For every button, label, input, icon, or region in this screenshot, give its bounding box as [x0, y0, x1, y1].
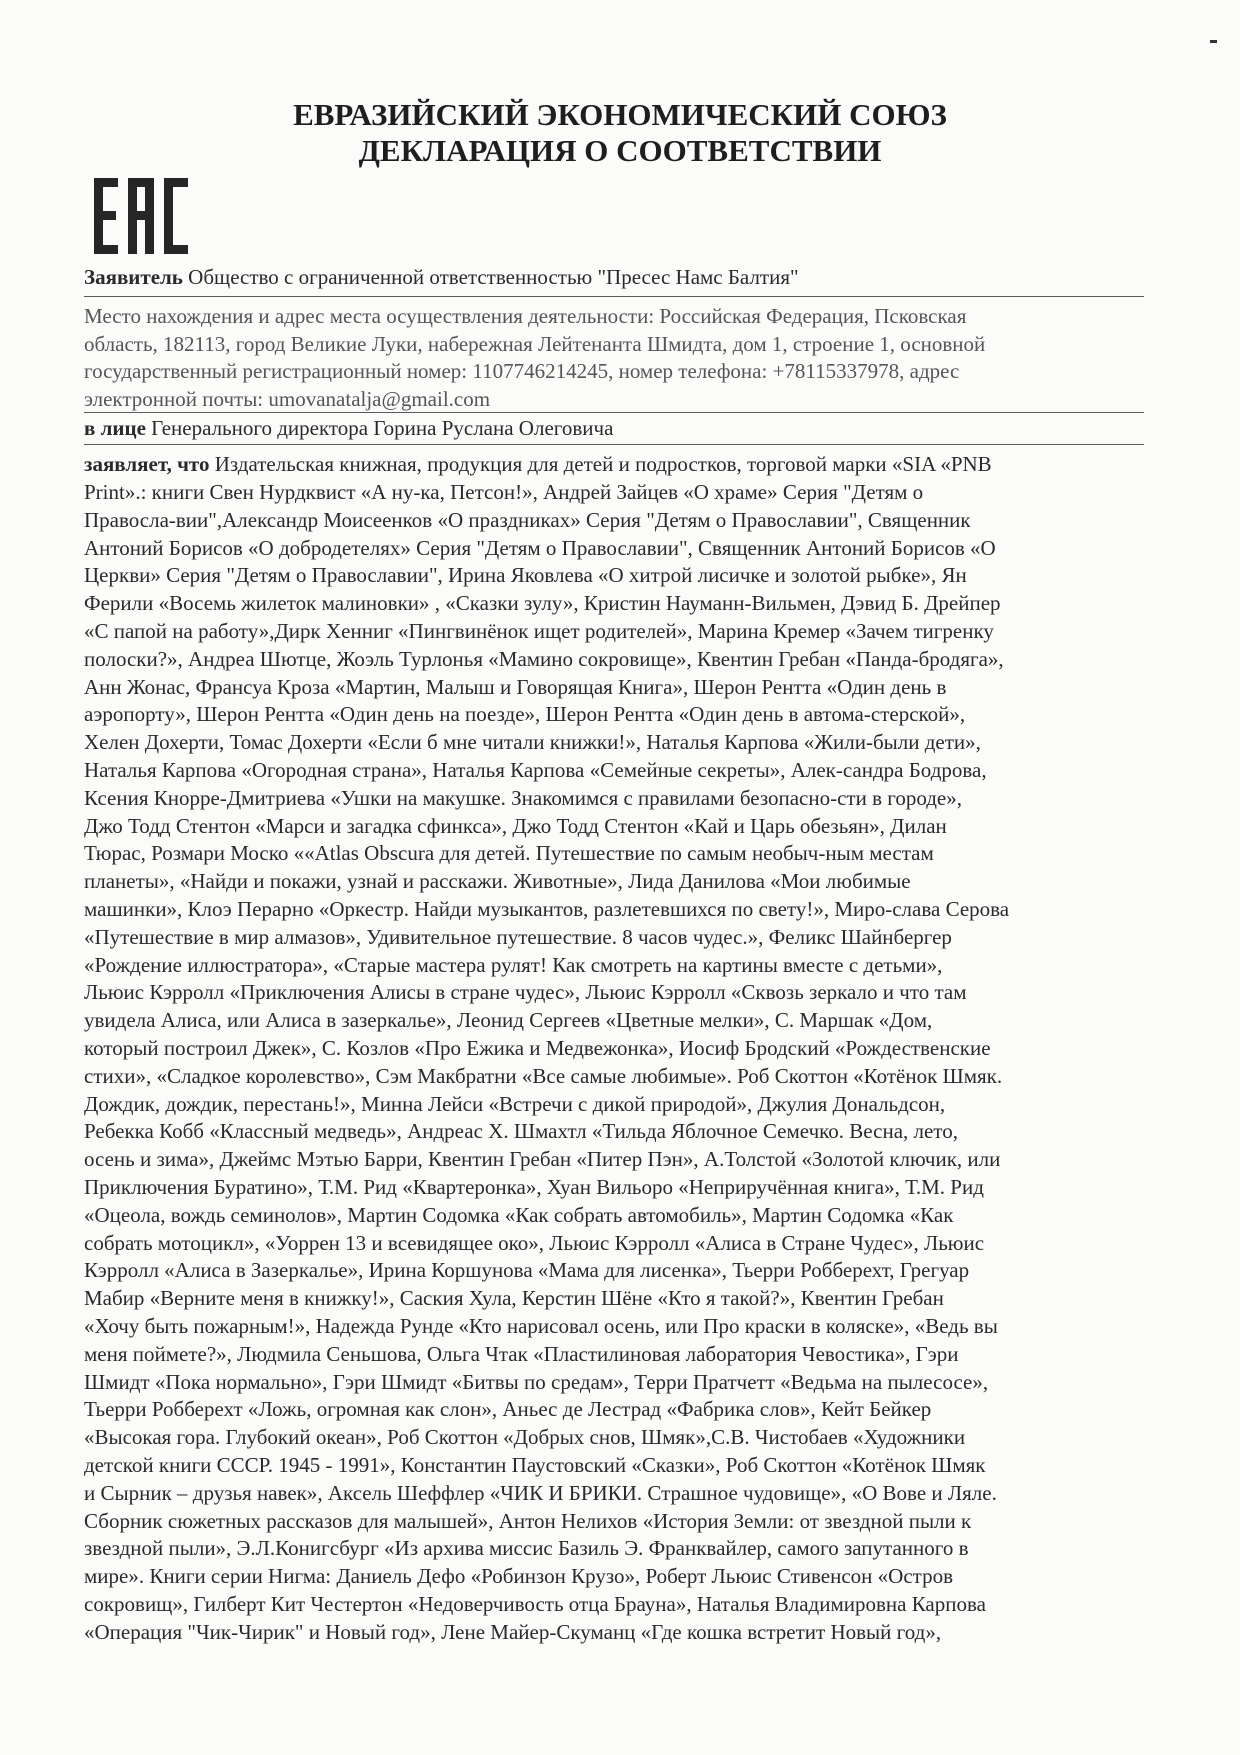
text-line: государственный регистрационный номер: 1107746214245, номер телефона: +78115337978, адрес	[84, 359, 960, 383]
text-line: планеты», «Найди и покажи, узнай и расскажи. Животные», Лида Данилова «Мои любимые	[84, 869, 911, 894]
text-line: Дождик, дождик, перестань!», Минна Лейси «Встречи с дикой природой», Джулия Дональдсон,	[84, 1091, 946, 1116]
text-line: собрать мотоцикл», «Уоррен 13 и всевидящее око», Льюис Кэрролл «Алиса в Стране Чудес», Льюис	[84, 1230, 985, 1255]
text-line: полоски?», Андреа Шютце, Жоэль Турлонья «Мамино сокровище», Квентин Гребан «Панда-бродяга»,	[84, 646, 1004, 671]
text-line: «С папой на работу»,Дирк Хенниг «Пингвинёнок ищет родителей», Марина Кремер «Зачем тигренку	[84, 619, 994, 643]
text-line: Анн Жонас, Франсуа Кроза «Мартин, Малыш и Говорящая Книга», Шерон Рентта «Один день в	[84, 674, 947, 699]
text-line: «Путешествие в мир алмазов», Удивительное путешествие. 8 часов чудес.», Феликс Шайнбергер	[84, 924, 952, 949]
text-line: Место нахождения и адрес места осуществления деятельности: Российская Федерация, Псковская	[84, 304, 967, 328]
text-line: увидела Алиса, или Алиса в зазеркалье», Леонид Сергеев «Цветные мелки», С. Маршак «Дом,	[84, 1008, 933, 1033]
text-line: «Оцеола, вождь семинолов», Мартин Содомка «Как собрать автомобиль», Мартин Содомка «Как	[84, 1202, 954, 1227]
text-line: и Сырник – друзья навек», Аксель Шеффлер «ЧИК И БРИКИ. Страшное чудовище», «О Вове и Ляле.	[84, 1480, 997, 1505]
text-line: Print».: книги Свен Нурдквист «А ну-ка, Петсон!», Андрей Зайцев «О храме» Серия "Детям о	[84, 480, 924, 504]
text-line: Ферили «Восемь жилеток малиновки» , «Сказки зулу», Кристин Науманн-Вильмен, Дэвид Б. Дрейпер	[84, 591, 1001, 616]
applicant-line	[84, 264, 799, 292]
text-line: «Рождение иллюстратора», «Старые мастера рулят! Как смотреть на картины вместе с детьми»,	[84, 952, 943, 977]
text-line: машинки», Клоэ Перарно «Оркестр. Найди музыкантов, разлетевшихся по свету!», Миро-слава Серова	[84, 897, 1010, 921]
applicant-name: Общество с ограниченной ответственностью "Пресес Намс Балтия"	[188, 265, 799, 289]
document-title	[0, 97, 1240, 169]
text-line: мире». Книги серии Нигма: Даниель Дефо «Робинзон Крузо», Роберт Льюис Стивенсон «Остров	[84, 1564, 953, 1589]
text-line: сокровищ», Гилберт Кит Честертон «Недоверчивость отца Брауна», Наталья Владимировна Карпова	[84, 1592, 986, 1616]
declaration-label: заявляет, что	[84, 452, 210, 476]
representative-text: Генерального директора Горина Руслана Олеговича	[151, 416, 614, 440]
text-line: осень и зима», Джеймс Мэтью Барри, Квентин Гребан «Питер Пэн», А.Толстой «Золотой ключик, или	[84, 1147, 1001, 1172]
representative-line	[84, 415, 613, 443]
text-line: детской книги СССР. 1945 - 1991», Константин Паустовский «Сказки», Роб Скоттон «Котёнок Шмяк	[84, 1453, 986, 1477]
text-line: Шмидт «Пока нормально», Гэри Шмидт «Битвы по средам», Терри Пратчетт «Ведьма на пылесосе»,	[84, 1369, 989, 1394]
rule	[84, 296, 1144, 297]
text-line: который построил Джек», С. Козлов «Про Ежика и Медвежонка», Иосиф Бродский «Рождественские	[84, 1036, 991, 1060]
title-line-1: ЕВРАЗИЙСКИЙ ЭКОНОМИЧЕСКИЙ СОЮЗ	[293, 97, 947, 132]
text-line: Мабир «Верните меня в книжку!», Саския Хула, Керстин Шёне «Кто я такой?», Квентин Гребан	[84, 1286, 944, 1311]
text-line: Церкви» Серия "Детям о Православии", Ирина Яковлева «О хитрой лисичке и золотой рыбке», Ян	[84, 563, 967, 588]
text-line: Тьерри Робберехт «Ложь, огромная как слон», Аньес де Лестрад «Фабрика слов», Кейт Бейкер	[84, 1397, 932, 1422]
text-line: Сборник сюжетных рассказов для малышей», Антон Нелихов «История Земли: от звездной пыли к	[84, 1508, 972, 1533]
eac-logo	[92, 178, 190, 254]
rule	[84, 412, 1144, 413]
declaration-first-text: Издательская книжная, продукция для детей и подростков, торговой марки «SIA «PNB	[214, 452, 992, 476]
text-line: аэропорту», Шерон Рентта «Один день на поезде», Шерон Рентта «Один день в автома-стерской»,	[84, 702, 966, 727]
text-line: электронной почты: umovanatalja@gmail.com	[84, 386, 491, 411]
text-line: «Операция "Чик-Чирик" и Новый год», Лене Майер-Скуманц «Где кошка встретит Новый год»,	[84, 1619, 942, 1644]
text-line: «Высокая гора. Глубокий океан», Роб Скоттон «Добрых снов, Шмяк»,С.В. Чистобаев «Художники	[84, 1425, 966, 1450]
text-line: Кэрролл «Алиса в Зазеркалье», Ирина Коршунова «Мама для лисенка», Тьерри Робберехт, Грегуар	[84, 1258, 970, 1283]
text-line: звездной пыли», Э.Л.Конигсбург «Из архива миссис Базиль Э. Франквайлер, самого запутанного в	[84, 1536, 969, 1561]
title-line-2: ДЕКЛАРАЦИЯ О СООТВЕТСТВИИ	[358, 133, 882, 168]
representative-label: в лице	[84, 416, 146, 440]
text-line: Правосла-вии",Александр Моисеенков «О праздниках» Серия "Детям о Православии", Священник	[84, 507, 971, 532]
text-line: стихи», «Сладкое королевство», Сэм Макбратни «Все самые любимые». Роб Скоттон «Котёнок Шмяк.	[84, 1063, 1003, 1088]
text-line: Антоний Борисов «О добродетелях» Серия "Детям о Православии", Священник Антоний Борисов «О	[84, 535, 996, 560]
text-line: «Хочу быть пожарным!», Надежда Рунде «Кто нарисовал осень, или Про краски в коляске», «Ведь вы	[84, 1314, 998, 1338]
rule	[84, 444, 1144, 445]
scan-mark	[1210, 40, 1217, 43]
applicant-label: Заявитель	[84, 265, 183, 289]
declaration-first-line	[84, 451, 992, 479]
text-line: область, 182113, город Великие Луки, набережная Лейтенанта Шмидта, дом 1, строение 1, основной	[84, 331, 986, 356]
text-line: Ксения Кнорре-Дмитриева «Ушки на макушке. Знакомимся с правилами безопасно-сти в городе»,	[84, 785, 963, 810]
text-line: Джо Тодд Стентон «Марси и загадка сфинкса», Джо Тодд Стентон «Кай и Царь обезьян», Дилан	[84, 813, 947, 838]
text-line: Тюрас, Розмари Моско ««Atlas Obscura для детей. Путешествие по самым необыч-ным местам	[84, 841, 934, 866]
text-line: меня поймете?», Людмила Сеньшова, Ольга Чтак «Пластилиновая лаборатория Чевостика», Гэри	[84, 1341, 959, 1366]
text-line: Наталья Карпова «Огородная страна», Наталья Карпова «Семейные секреты», Алек-сандра Бодрова,	[84, 758, 987, 782]
text-line: Льюис Кэрролл «Приключения Алисы в стране чудес», Льюис Кэрролл «Сквозь зеркало и что там	[84, 980, 967, 1005]
text-line: Хелен Дохерти, Томас Дохерти «Если б мне читали книжки!», Наталья Карпова «Жили-были дети»,	[84, 730, 981, 755]
text-line: Приключения Буратино», Т.М. Рид «Квартеронка», Хуан Вильоро «Неприручённая книга», Т.М. Рид	[84, 1175, 984, 1199]
text-line: Ребекка Кобб «Классный медведь», Андреас Х. Шмахтл «Тильда Яблочное Семечко. Весна, лето,	[84, 1119, 958, 1144]
